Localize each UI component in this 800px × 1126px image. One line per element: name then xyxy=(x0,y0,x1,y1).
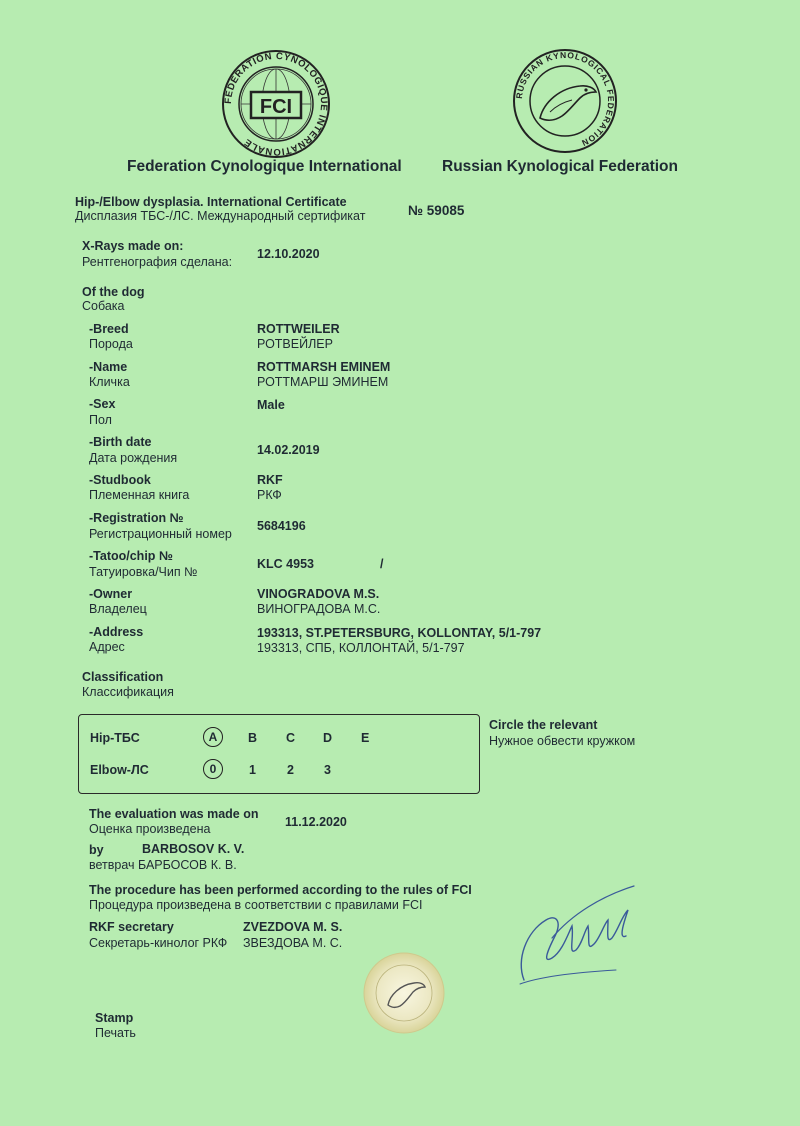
hip-label: Hip-ТБС xyxy=(90,731,140,745)
elbow-grade-2: 2 xyxy=(287,763,294,777)
breed-value-ru: РОТВЕЙЛЕР xyxy=(257,337,333,351)
hip-grade-circled: A xyxy=(203,727,223,747)
owner-value-ru: ВИНОГРАДОВА М.С. xyxy=(257,602,381,616)
chip-value: KLC 4953 xyxy=(257,557,314,571)
fci-logo-icon xyxy=(218,48,334,160)
breed-value-en: ROTTWEILER xyxy=(257,322,340,336)
evaluation-date: 11.12.2020 xyxy=(285,815,347,829)
hip-grade-b: B xyxy=(248,731,258,745)
breed-label-ru: Порода xyxy=(89,337,133,351)
studbook-label-ru: Племенная книга xyxy=(89,488,190,502)
secretary-name-ru: ЗВЕЗДОВА М. С. xyxy=(243,936,343,950)
name-label-ru: Кличка xyxy=(89,375,130,389)
signature-icon xyxy=(512,880,642,996)
secretary-label-en: RKF secretary xyxy=(89,920,174,934)
elbow-grade-circled: 0 xyxy=(203,759,223,779)
chip-separator: / xyxy=(380,557,384,571)
dog-section-label-en: Of the dog xyxy=(82,285,145,299)
classification-label-ru: Классификация xyxy=(82,685,174,699)
certificate-title-en: Hip-/Elbow dysplasia. International Certificate xyxy=(75,195,347,209)
circle-note-ru: Нужное обвести кружком xyxy=(489,734,636,748)
evaluation-label-en: The evaluation was made on xyxy=(89,807,259,821)
owner-value-en: VINOGRADOVA M.S. xyxy=(257,587,380,601)
hip-grade-a xyxy=(203,727,223,747)
certificate-title-ru: Дисплазия ТБС-/ЛС. Международный сертификат xyxy=(75,209,366,223)
by-line-ru: ветврач БАРБОСОВ К. В. xyxy=(89,858,237,872)
elbow-grade-1: 1 xyxy=(249,763,256,777)
classification-label-en: Classification xyxy=(82,670,164,684)
xrays-label-ru: Рентгенография сделана: xyxy=(82,255,233,269)
by-label: by xyxy=(89,843,104,857)
elbow-label: Elbow-ЛС xyxy=(90,763,149,777)
owner-label-ru: Владелец xyxy=(89,602,147,616)
birth-date-label-en: -Birth date xyxy=(89,435,152,449)
elbow-grade-3: 3 xyxy=(324,763,331,777)
stamp-label-en: Stamp xyxy=(95,1011,134,1025)
secretary-label-ru: Секретарь-кинолог РКФ xyxy=(89,936,228,950)
chip-label-en: -Tatoo/chip № xyxy=(89,549,173,563)
dog-section-label-ru: Собака xyxy=(82,299,125,313)
classification-box xyxy=(78,714,480,794)
xrays-date: 12.10.2020 xyxy=(257,247,320,261)
registration-label-en: -Registration № xyxy=(89,511,184,525)
evaluation-label-ru: Оценка произведена xyxy=(89,822,211,836)
fci-center-text: FCI xyxy=(259,96,293,118)
sex-value-en: Male xyxy=(257,398,285,412)
procedure-text-en: The procedure has been performed according to the rules of FCI xyxy=(89,883,472,897)
xrays-label-en: X-Rays made on: xyxy=(82,239,184,253)
certificate-number: № 59085 xyxy=(408,203,465,218)
secretary-name-en: ZVEZDOVA M. S. xyxy=(243,920,343,934)
sex-label-en: -Sex xyxy=(89,397,116,411)
birth-date-value: 14.02.2019 xyxy=(257,443,320,457)
by-name-en: BARBOSOV K. V. xyxy=(142,842,245,856)
address-label-ru: Адрес xyxy=(89,640,125,654)
chip-label-ru: Татуировка/Чип № xyxy=(89,565,198,579)
circle-note-en: Circle the relevant xyxy=(489,718,598,732)
name-value-ru: РОТТМАРШ ЭМИНЕМ xyxy=(257,375,389,389)
fci-name: Federation Cynologique International xyxy=(127,158,402,175)
studbook-value-ru: РКФ xyxy=(257,488,282,502)
name-value-en: ROTTMARSH EMINEM xyxy=(257,360,391,374)
rkf-ring-text: RUSSIAN KYNOLOGICAL FEDERATION xyxy=(513,49,617,149)
address-value-en: 193313, ST.PETERSBURG, KOLLONTAY, 5/1-797 xyxy=(257,626,542,640)
address-label-en: -Address xyxy=(89,625,144,639)
rkf-name: Russian Kynological Federation xyxy=(442,158,678,175)
stamp-label-ru: Печать xyxy=(95,1026,136,1040)
name-label-en: -Name xyxy=(89,360,128,374)
studbook-label-en: -Studbook xyxy=(89,473,151,487)
breed-label-en: -Breed xyxy=(89,322,129,336)
birth-date-label-ru: Дата рождения xyxy=(89,451,178,465)
fci-ring-text: FEDERATION CYNOLOGIQUE INTERNATIONALE xyxy=(222,50,330,158)
elbow-grade-0 xyxy=(203,759,223,779)
hip-grade-d: D xyxy=(323,731,333,745)
address-value-ru: 193313, СПБ, КОЛЛОНТАЙ, 5/1-797 xyxy=(257,641,465,655)
owner-label-en: -Owner xyxy=(89,587,133,601)
procedure-text-ru: Процедура произведена в соответствии с правилами FCI xyxy=(89,898,423,912)
studbook-value-en: RKF xyxy=(257,473,283,487)
hip-grade-e: E xyxy=(361,731,370,745)
registration-label-ru: Регистрационный номер xyxy=(89,527,232,541)
rkf-logo-icon xyxy=(510,46,620,156)
hip-grade-c: C xyxy=(286,731,296,745)
sex-label-ru: Пол xyxy=(89,413,112,427)
hologram-seal-icon xyxy=(362,951,446,1035)
registration-value: 5684196 xyxy=(257,519,306,533)
